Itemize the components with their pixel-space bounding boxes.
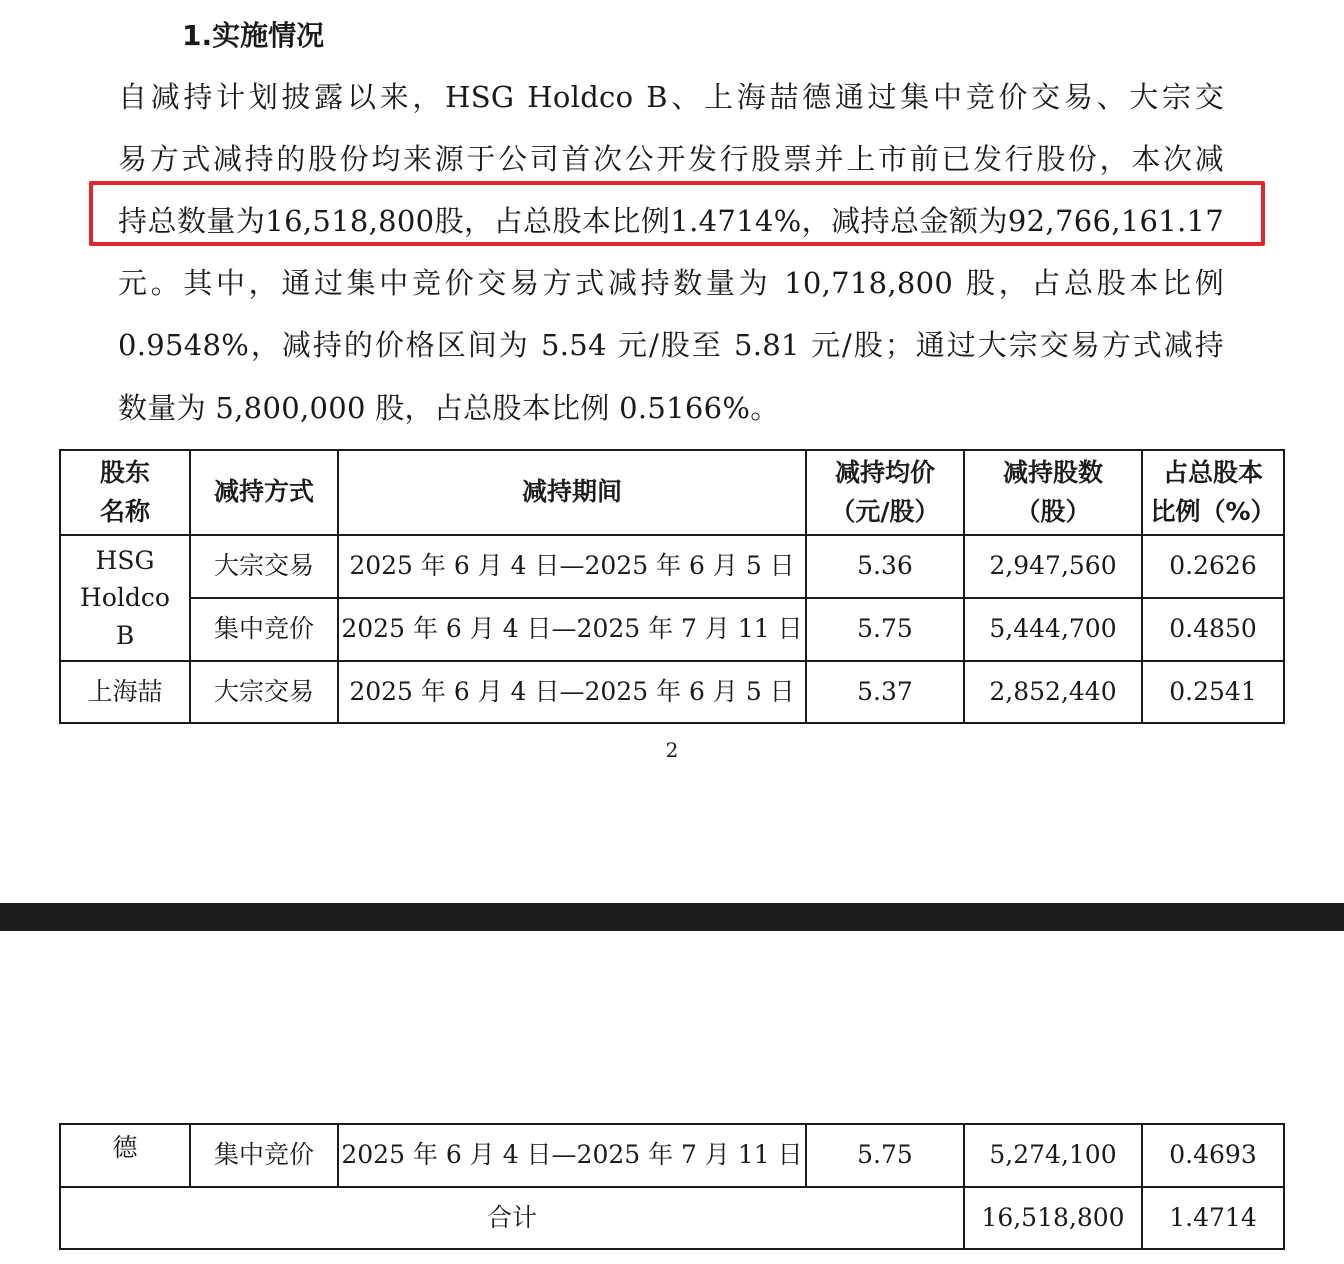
- row-price: 5.75: [806, 1124, 964, 1187]
- holdings-table-bottom: [59, 1123, 1285, 1250]
- row-price: 5.75: [806, 598, 964, 661]
- row-ratio: 0.2626: [1142, 535, 1284, 598]
- holder-shanghai: 上海喆: [60, 661, 190, 723]
- row-period: 2025 年 6 月 4 日—2025 年 6 月 5 日: [338, 661, 806, 723]
- table-row: [60, 1124, 1284, 1187]
- paragraph-line-3: 持总数量为16,518,800股，占总股本比例1.4714%，减持总金额为92,766,161.17: [118, 204, 1224, 238]
- section-heading: 1.实施情况: [182, 19, 325, 52]
- row-price: 5.36: [806, 535, 964, 598]
- header-period: 减持期间: [338, 450, 806, 535]
- row-period: 2025 年 6 月 4 日—2025 年 6 月 5 日: [338, 535, 806, 598]
- row-shares: 5,274,100: [964, 1124, 1142, 1187]
- total-label: 合计: [60, 1187, 964, 1249]
- table-row: [60, 598, 1284, 661]
- total-shares: 16,518,800: [964, 1187, 1142, 1249]
- row-method: 大宗交易: [190, 535, 338, 598]
- paragraph-line-6: 数量为 5,800,000 股，占总股本比例 0.5166%。: [118, 391, 780, 425]
- table-total-row: [60, 1187, 1284, 1249]
- row-method: 集中竞价: [190, 598, 338, 661]
- row-shares: 2,947,560: [964, 535, 1142, 598]
- holdings-table-top: [59, 449, 1285, 724]
- page-number: 2: [665, 738, 679, 762]
- paragraph-line-1: 自减持计划披露以来，HSG Holdco B、上海喆德通过集中竞价交易、大宗交: [118, 80, 1224, 114]
- paragraph-line-4: 元。其中，通过集中竞价交易方式减持数量为 10,718,800 股，占总股本比例: [118, 266, 1224, 300]
- row-method: 大宗交易: [190, 661, 338, 723]
- table-row: [60, 661, 1284, 723]
- row-method: 集中竞价: [190, 1124, 338, 1187]
- header-avg-price: 减持均价 （元/股）: [806, 450, 964, 535]
- total-ratio: 1.4714: [1142, 1187, 1284, 1249]
- header-shares: 减持股数 （股）: [964, 450, 1142, 535]
- paragraph-line-5: 0.9548%，减持的价格区间为 5.54 元/股至 5.81 元/股；通过大宗交易方式减持: [118, 328, 1224, 362]
- header-holder-name: 股东 名称: [60, 450, 190, 535]
- row-price: 5.37: [806, 661, 964, 723]
- page-separator: [0, 903, 1344, 931]
- table-row: [60, 535, 1284, 598]
- row-period: 2025 年 6 月 4 日—2025 年 7 月 11 日: [338, 598, 806, 661]
- row-shares: 5,444,700: [964, 598, 1142, 661]
- header-method: 减持方式: [190, 450, 338, 535]
- row-shares: 2,852,440: [964, 661, 1142, 723]
- row-ratio: 0.4850: [1142, 598, 1284, 661]
- row-period: 2025 年 6 月 4 日—2025 年 7 月 11 日: [338, 1124, 806, 1187]
- header-ratio: 占总股本 比例（%）: [1142, 450, 1284, 535]
- row-ratio: 0.2541: [1142, 661, 1284, 723]
- table-header-row: [60, 450, 1284, 535]
- holder-shanghai-cont: 德: [60, 1124, 190, 1187]
- holder-hsg: HSG Holdco B: [60, 535, 190, 661]
- row-ratio: 0.4693: [1142, 1124, 1284, 1187]
- highlight-box: [89, 181, 1265, 246]
- paragraph-line-2: 易方式减持的股份均来源于公司首次公开发行股票并上市前已发行股份，本次减: [118, 142, 1224, 176]
